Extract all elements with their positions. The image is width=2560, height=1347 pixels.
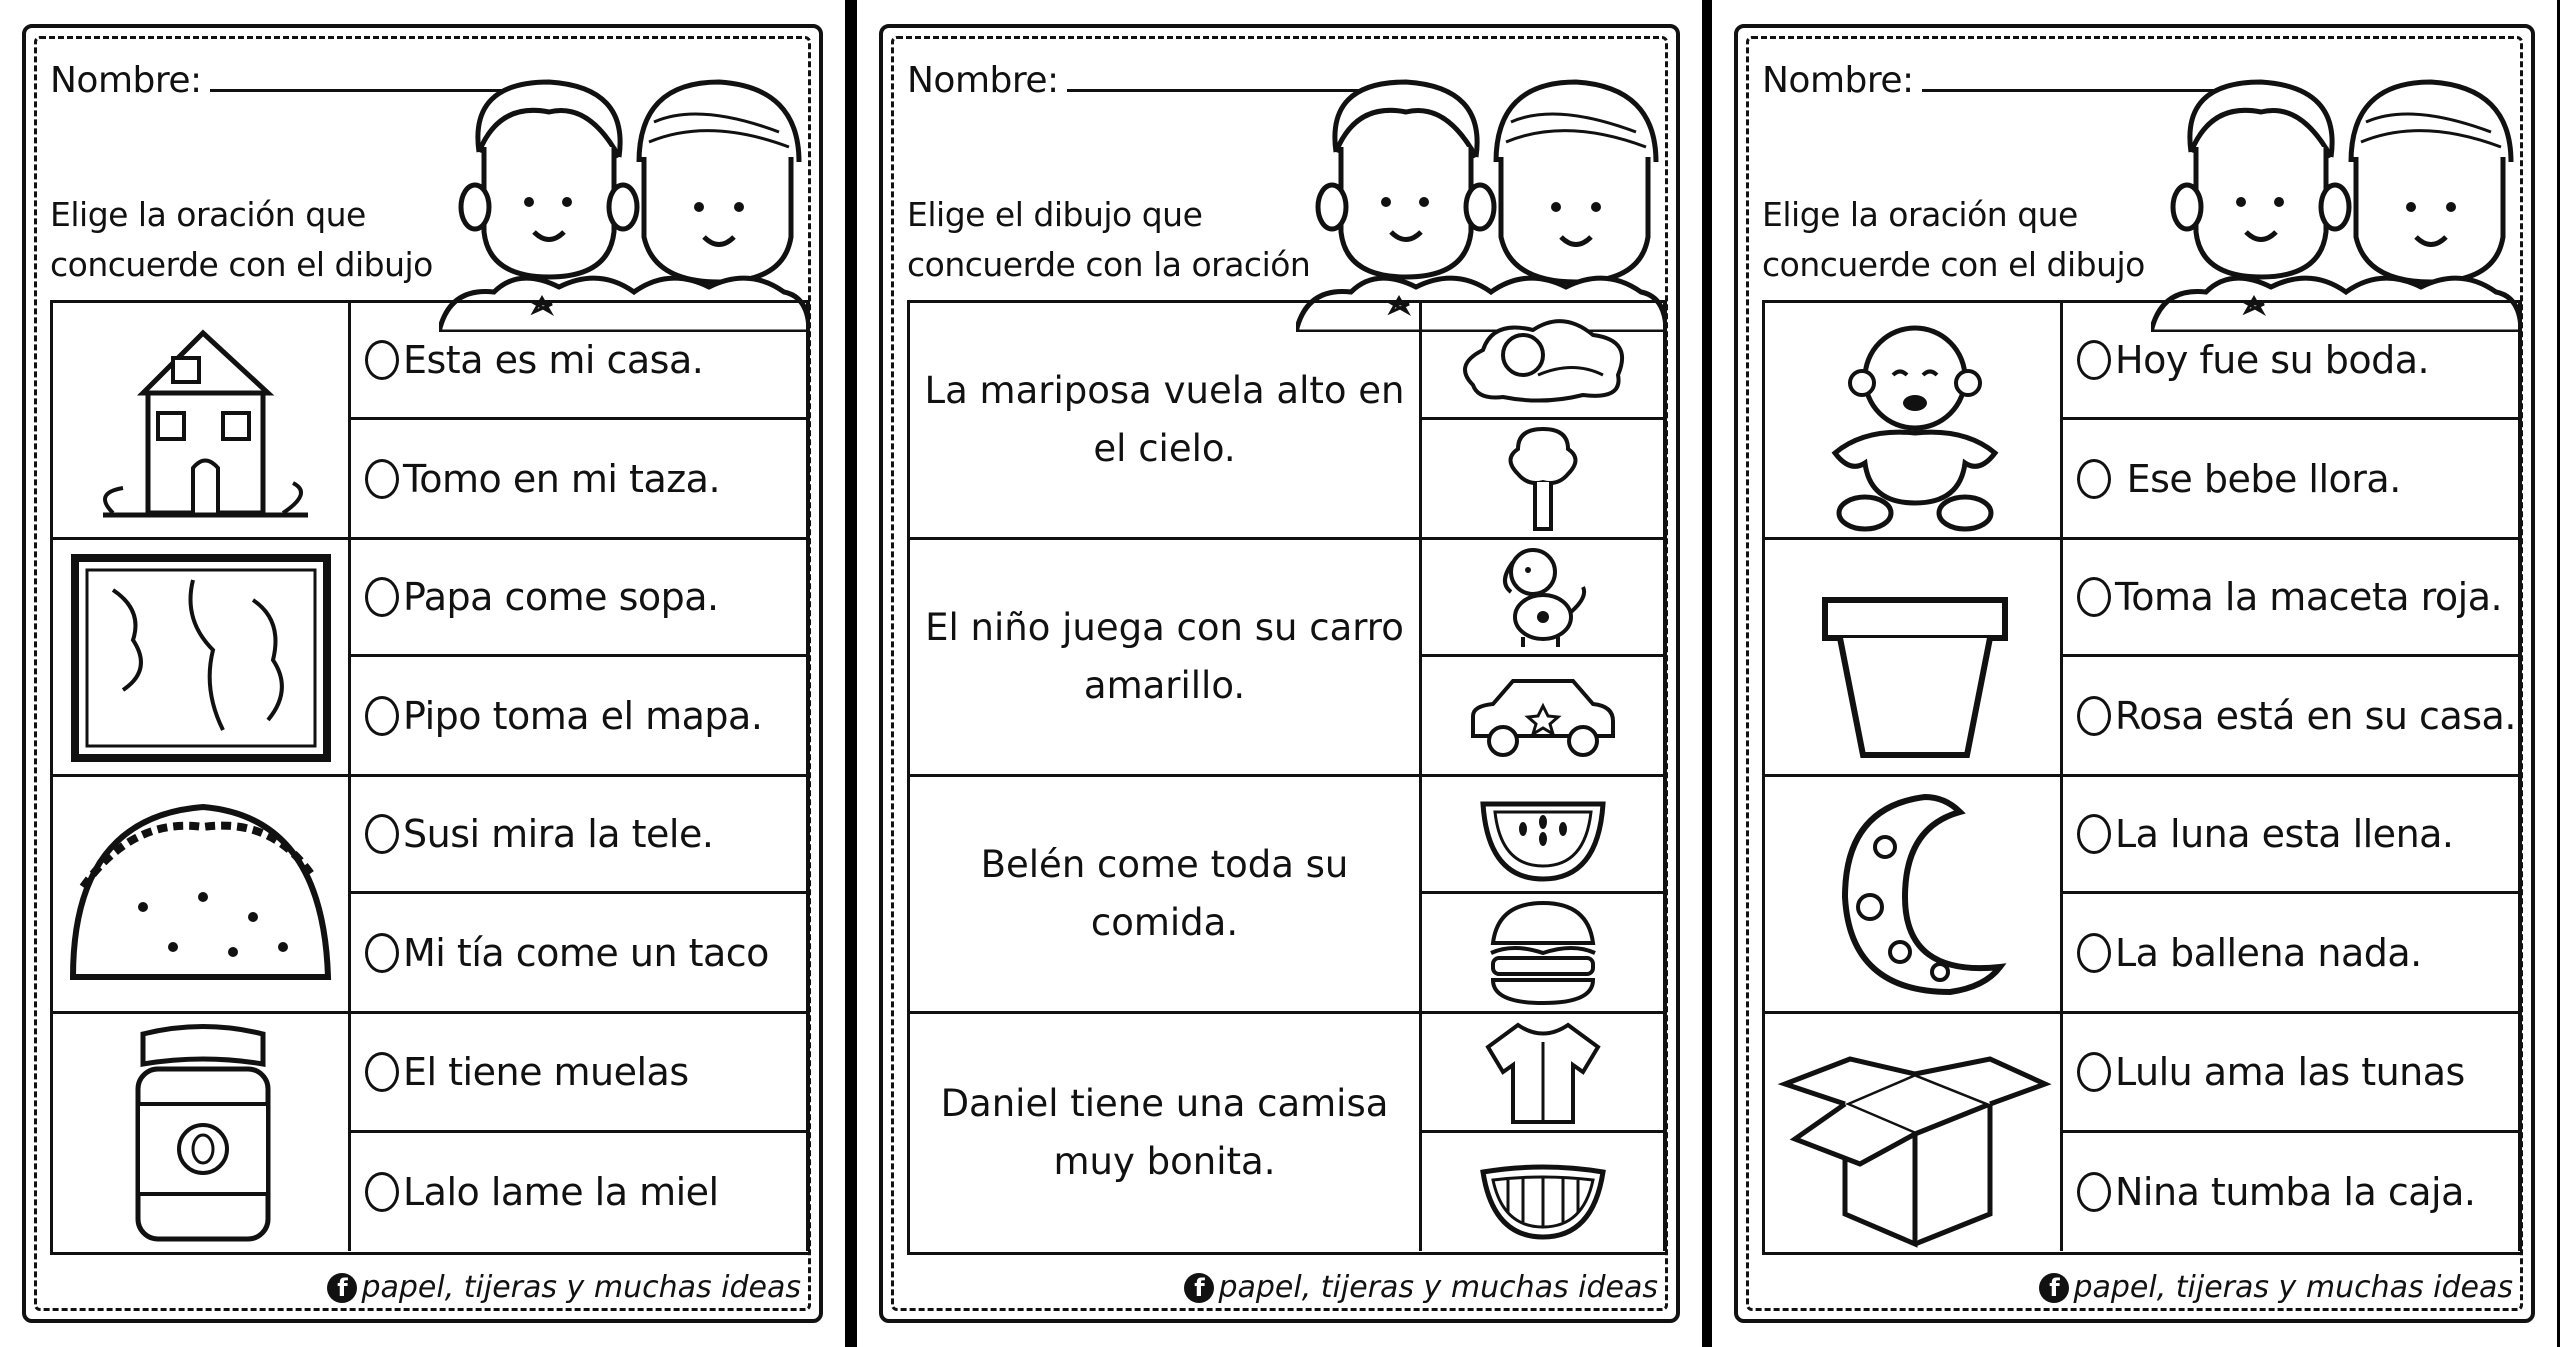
option-text: Lulu ama las tunas bbox=[2115, 1049, 2465, 1094]
options-cell bbox=[2063, 303, 2522, 537]
picture-cell bbox=[53, 1014, 351, 1251]
table-row bbox=[910, 303, 1667, 540]
option-text: Susi mira la tele. bbox=[403, 812, 714, 856]
sentence-cell bbox=[910, 540, 1422, 774]
instruction-line-2: concuerde con la oración bbox=[907, 245, 1311, 284]
instructions bbox=[907, 190, 1310, 290]
options-cell bbox=[351, 540, 810, 774]
dog-icon bbox=[1483, 542, 1603, 652]
option-text: Esta es mi casa. bbox=[403, 338, 704, 382]
answer-circle[interactable] bbox=[2077, 1052, 2111, 1092]
moon-icon bbox=[1765, 777, 2063, 1011]
kids-illustration bbox=[1296, 62, 1666, 332]
table-row bbox=[1765, 303, 2522, 540]
answer-option[interactable] bbox=[351, 540, 806, 657]
options-cell bbox=[351, 777, 810, 1011]
pictures-cell bbox=[1422, 777, 1667, 1011]
picture-choice[interactable] bbox=[1422, 894, 1663, 1011]
name-label: Nombre: bbox=[50, 60, 202, 101]
answer-option[interactable] bbox=[2063, 894, 2518, 1011]
name-label: Nombre: bbox=[1762, 60, 1914, 101]
answer-circle[interactable] bbox=[365, 1052, 399, 1092]
table-row bbox=[53, 540, 810, 777]
answer-circle[interactable] bbox=[2077, 933, 2111, 973]
table-row bbox=[53, 1014, 810, 1251]
option-text: Papa come sopa. bbox=[403, 575, 719, 619]
sentence-text: La mariposa vuela alto en el cielo. bbox=[924, 369, 1405, 470]
answer-circle[interactable] bbox=[365, 577, 399, 617]
answer-circle[interactable] bbox=[365, 696, 399, 736]
honey-jar-icon bbox=[53, 1014, 351, 1252]
picture-choice[interactable] bbox=[1422, 1133, 1663, 1252]
answer-option[interactable] bbox=[2063, 1133, 2518, 1252]
worksheet-3 bbox=[1712, 0, 2557, 1347]
answer-option[interactable] bbox=[2063, 540, 2518, 657]
kids-illustration bbox=[439, 62, 809, 332]
option-text: El tiene muelas bbox=[403, 1049, 689, 1094]
answer-option[interactable] bbox=[2063, 303, 2518, 420]
answer-option[interactable] bbox=[2063, 657, 2518, 774]
table-row bbox=[53, 777, 810, 1014]
facebook-icon: f bbox=[2039, 1273, 2069, 1303]
options-cell bbox=[351, 303, 810, 537]
picture-choice[interactable] bbox=[1422, 540, 1663, 657]
picture-cell bbox=[53, 540, 351, 774]
footer-text: papel, tijeras y muchas ideas bbox=[361, 1270, 801, 1305]
instruction-line-2: concuerde con el dibujo bbox=[50, 245, 433, 284]
smile-icon bbox=[1473, 1142, 1613, 1242]
crying-baby-icon bbox=[1765, 303, 2063, 537]
option-text: Hoy fue su boda. bbox=[2115, 338, 2430, 382]
options-cell bbox=[2063, 777, 2522, 1011]
picture-choice[interactable] bbox=[1422, 657, 1663, 774]
answer-option[interactable] bbox=[2063, 777, 2518, 894]
table-row bbox=[1765, 1014, 2522, 1251]
option-text: La luna esta llena. bbox=[2115, 812, 2454, 856]
option-text: Mi tía come un taco bbox=[403, 930, 769, 975]
answer-option[interactable] bbox=[351, 777, 806, 894]
answer-circle[interactable] bbox=[365, 340, 399, 380]
option-text: Pipo toma el mapa. bbox=[403, 693, 763, 738]
answer-option[interactable] bbox=[351, 1014, 806, 1133]
picture-choice[interactable] bbox=[1422, 777, 1663, 894]
footer-text: papel, tijeras y muchas ideas bbox=[1218, 1270, 1658, 1305]
picture-cell bbox=[53, 777, 351, 1011]
table-row bbox=[910, 1014, 1667, 1251]
options-cell bbox=[2063, 540, 2522, 774]
answer-circle[interactable] bbox=[2077, 1172, 2111, 1212]
facebook-icon: f bbox=[1184, 1273, 1214, 1303]
answer-circle[interactable] bbox=[365, 814, 399, 854]
exercise-table bbox=[1762, 300, 2522, 1255]
worksheet-2 bbox=[857, 0, 1702, 1347]
sentence-cell bbox=[910, 303, 1422, 537]
pictures-cell bbox=[1422, 1014, 1667, 1251]
picture-choice[interactable] bbox=[1422, 1014, 1663, 1133]
pictures-cell bbox=[1422, 303, 1667, 537]
car-icon bbox=[1463, 666, 1623, 766]
sentence-text: El niño juega con su carro amarillo. bbox=[925, 606, 1404, 707]
table-row bbox=[53, 303, 810, 540]
answer-circle[interactable] bbox=[2077, 340, 2111, 380]
options-cell bbox=[351, 1014, 810, 1251]
picture-cell bbox=[1765, 540, 2063, 774]
footer-credit bbox=[2035, 1270, 2517, 1305]
sentence-text: Belén come toda su comida. bbox=[980, 843, 1349, 944]
picture-cell bbox=[1765, 303, 2063, 537]
taco-icon bbox=[53, 777, 351, 1011]
flower-pot-icon bbox=[1765, 540, 2063, 774]
pictures-cell bbox=[1422, 540, 1667, 774]
answer-circle[interactable] bbox=[2077, 577, 2111, 617]
worksheet-1 bbox=[0, 0, 845, 1347]
answer-option[interactable] bbox=[351, 303, 806, 420]
option-text: Toma la maceta roja. bbox=[2115, 575, 2503, 619]
table-row bbox=[1765, 540, 2522, 777]
picture-cell bbox=[1765, 777, 2063, 1011]
shirt-icon bbox=[1478, 1017, 1608, 1127]
table-row bbox=[910, 777, 1667, 1014]
box-icon bbox=[1765, 1014, 2063, 1252]
option-text: La ballena nada. bbox=[2115, 930, 2422, 975]
exercise-table bbox=[907, 300, 1667, 1255]
sentence-text: Daniel tiene una camisa muy bonita. bbox=[940, 1081, 1389, 1183]
option-text: Rosa está en su casa. bbox=[2115, 693, 2516, 738]
answer-option[interactable] bbox=[2063, 1014, 2518, 1133]
instruction-line-1: Elige la oración que bbox=[1762, 195, 2078, 234]
answer-option[interactable] bbox=[351, 420, 806, 537]
house-icon bbox=[53, 303, 351, 537]
footer-text: papel, tijeras y muchas ideas bbox=[2073, 1270, 2513, 1305]
picture-cell bbox=[53, 303, 351, 537]
sentence-cell bbox=[910, 777, 1422, 1011]
instructions bbox=[50, 190, 433, 290]
picture-choice[interactable] bbox=[1422, 303, 1663, 420]
instructions bbox=[1762, 190, 2145, 290]
kids-illustration bbox=[2151, 62, 2521, 332]
answer-circle[interactable] bbox=[2077, 814, 2111, 854]
footer-credit bbox=[1180, 1270, 1662, 1305]
footer-credit bbox=[323, 1270, 805, 1305]
burger-icon bbox=[1483, 898, 1603, 1008]
name-label: Nombre: bbox=[907, 60, 1059, 101]
watermelon-icon bbox=[1473, 784, 1613, 884]
answer-option[interactable] bbox=[2063, 420, 2518, 537]
option-text: Nina tumba la caja. bbox=[2115, 1169, 2476, 1214]
answer-option[interactable] bbox=[351, 1133, 806, 1252]
exercise-table bbox=[50, 300, 810, 1255]
instruction-line-1: Elige la oración que bbox=[50, 195, 366, 234]
answer-option[interactable] bbox=[351, 894, 806, 1011]
answer-circle[interactable] bbox=[2077, 696, 2111, 736]
answer-circle[interactable] bbox=[365, 459, 399, 499]
answer-circle[interactable] bbox=[365, 1172, 399, 1212]
answer-circle[interactable] bbox=[365, 933, 399, 973]
table-row bbox=[1765, 777, 2522, 1014]
instruction-line-1: Elige el dibujo que bbox=[907, 195, 1203, 234]
facebook-icon: f bbox=[327, 1273, 357, 1303]
picture-choice[interactable] bbox=[1422, 420, 1663, 537]
answer-option[interactable] bbox=[351, 657, 806, 774]
table-row bbox=[910, 540, 1667, 777]
option-text: Ese bebe llora. bbox=[2115, 456, 2401, 501]
sentence-cell bbox=[910, 1014, 1422, 1251]
map-icon bbox=[53, 540, 351, 774]
option-text: Lalo lame la miel bbox=[403, 1169, 719, 1214]
options-cell bbox=[2063, 1014, 2522, 1251]
cloud-icon bbox=[1443, 305, 1643, 415]
tree-icon bbox=[1483, 424, 1603, 534]
instruction-line-2: concuerde con el dibujo bbox=[1762, 245, 2145, 284]
picture-cell bbox=[1765, 1014, 2063, 1251]
option-text: Tomo en mi taza. bbox=[403, 456, 721, 501]
answer-circle[interactable] bbox=[2077, 459, 2111, 499]
